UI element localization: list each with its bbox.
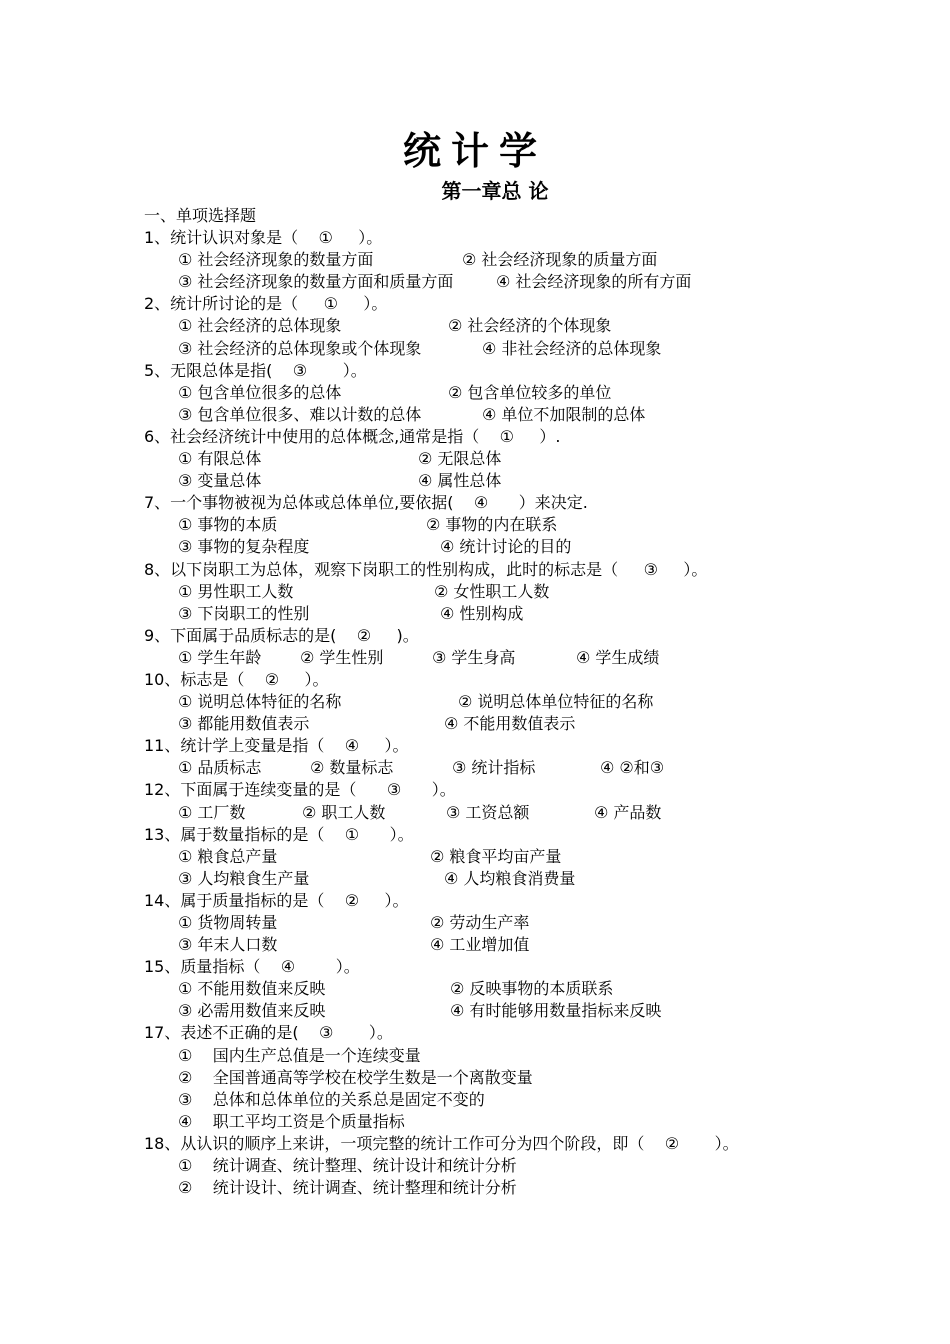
option: ④ 工业增加值	[430, 935, 530, 955]
option: ③ 总体和总体单位的关系总是固定不变的	[178, 1089, 485, 1109]
option: ④ 人均粮食消费量	[444, 868, 576, 888]
option: ② 学生性别	[300, 647, 384, 667]
question-stem: 5、无限总体是指( ③ ）。	[144, 360, 367, 380]
option-row	[144, 514, 924, 536]
option: ④ 有时能够用数量指标来反映	[450, 1001, 662, 1021]
option-row	[144, 691, 924, 713]
option: ④ 学生成绩	[576, 647, 660, 667]
option: ① 学生年龄	[178, 647, 262, 667]
page-title: 统计学	[402, 129, 547, 173]
option-row	[144, 713, 924, 735]
option-row	[144, 448, 924, 470]
option: ① 社会经济的总体现象	[178, 316, 342, 336]
option: ③ 社会经济的总体现象或个体现象	[178, 338, 422, 358]
option: ② 无限总体	[418, 449, 502, 469]
option-row	[144, 404, 924, 426]
option-row	[144, 271, 924, 293]
option-row	[144, 868, 924, 890]
chapter-title: 第一章总 论	[441, 179, 549, 203]
option: ② 职工人数	[302, 802, 386, 822]
question-stem: 7、一个事物被视为总体或总体单位,要依据( ④ ）来决定.	[144, 493, 588, 513]
option: ④ 社会经济现象的所有方面	[496, 272, 692, 292]
option: ③ 学生身高	[432, 647, 516, 667]
option: ② 反映事物的本质联系	[450, 979, 614, 999]
option-row	[144, 1067, 924, 1089]
section-heading: 一、单项选择题	[144, 206, 257, 225]
option: ③ 下岗职工的性别	[178, 603, 310, 623]
option: ③ 变量总体	[178, 471, 262, 491]
option-row	[144, 315, 924, 337]
option-row	[144, 470, 924, 492]
question-stem: 12、下面属于连续变量的是（ ③ ）。	[144, 780, 456, 800]
option: ④ ②和③	[600, 758, 665, 778]
option: ① 国内生产总值是一个连续变量	[178, 1045, 421, 1065]
option: ④ 属性总体	[418, 471, 502, 491]
option: ② 社会经济的个体现象	[448, 316, 612, 336]
question-stem: 8、以下岗职工为总体，观察下岗职工的性别构成，此时的标志是（ ③ ）。	[144, 559, 708, 579]
option: ① 社会经济现象的数量方面	[178, 250, 374, 270]
question-stem: 9、下面属于品质标志的是( ② )。	[144, 625, 419, 645]
option: ① 说明总体特征的名称	[178, 692, 342, 712]
option: ② 统计设计、统计调查、统计整理和统计分析	[178, 1178, 517, 1198]
question-stem: 15、质量指标（ ④ ）。	[144, 957, 360, 977]
option-row	[144, 1045, 924, 1067]
option: ① 包含单位很多的总体	[178, 382, 342, 402]
option: ① 粮食总产量	[178, 846, 278, 866]
option: ① 有限总体	[178, 449, 262, 469]
question-stem: 1、统计认识对象是（ ① ）。	[144, 228, 383, 248]
question-stem: 2、统计所讨论的是（ ① ）。	[144, 294, 388, 314]
option-row	[144, 802, 924, 824]
question-list	[144, 205, 924, 1199]
question-stem: 14、属于质量指标的是（ ② ）。	[144, 890, 409, 910]
option-row	[144, 846, 924, 868]
option: ② 社会经济现象的质量方面	[462, 250, 658, 270]
option-row	[144, 1111, 924, 1133]
option: ① 工厂数	[178, 802, 246, 822]
option: ④ 职工平均工资是个质量指标	[178, 1111, 405, 1131]
option-row	[144, 1089, 924, 1111]
option: ③ 人均粮食生产量	[178, 868, 310, 888]
option-row	[144, 1155, 924, 1177]
question-stem: 6、社会经济统计中使用的总体概念,通常是指（ ① ）.	[144, 426, 561, 446]
option-row	[144, 1000, 924, 1022]
option: ① 货物周转量	[178, 913, 278, 932]
question-stem: 18、从认识的顺序上来讲，一项完整的统计工作可分为四个阶段，即（ ② ）。	[144, 1133, 739, 1153]
option: ③ 年末人口数	[178, 935, 278, 955]
question-stem: 17、表述不正确的是( ③ ）。	[144, 1023, 393, 1043]
option: ③ 都能用数值表示	[178, 714, 310, 734]
option: ① 不能用数值来反映	[178, 979, 326, 999]
option: ② 劳动生产率	[430, 913, 530, 932]
question-stem: 10、标志是（ ② ）。	[144, 669, 329, 689]
option: ② 全国普通高等学校在校学生数是一个离散变量	[178, 1067, 533, 1087]
option: ④ 产品数	[594, 802, 662, 822]
option: ③ 必需用数值来反映	[178, 1001, 326, 1021]
option: ② 女性职工人数	[434, 581, 550, 601]
option: ① 男性职工人数	[178, 581, 294, 601]
option-row	[144, 382, 924, 404]
option-row	[144, 536, 924, 558]
option: ④ 不能用数值表示	[444, 714, 576, 734]
option-row	[144, 1177, 924, 1199]
option: ① 事物的本质	[178, 515, 278, 535]
question-stem: 13、属于数量指标的是（ ① ）。	[144, 824, 414, 844]
option-row	[144, 934, 924, 956]
option-row	[144, 603, 924, 625]
option: ② 说明总体单位特征的名称	[458, 692, 654, 712]
option-row	[144, 757, 924, 779]
option-row	[144, 978, 924, 1000]
option: ③ 统计指标	[452, 758, 536, 778]
option-row	[144, 338, 924, 360]
option: ④ 性别构成	[440, 603, 524, 623]
option: ③ 事物的复杂程度	[178, 537, 310, 557]
option: ② 数量标志	[310, 758, 394, 778]
option: ④ 统计讨论的目的	[440, 537, 572, 557]
option: ③ 社会经济现象的数量方面和质量方面	[178, 272, 454, 292]
option: ④ 单位不加限制的总体	[482, 404, 646, 424]
option-row	[144, 581, 924, 603]
option-row	[144, 249, 924, 271]
option: ③ 包含单位很多、难以计数的总体	[178, 404, 422, 424]
option: ② 事物的内在联系	[426, 515, 558, 535]
option-row	[144, 912, 924, 934]
option: ④ 非社会经济的总体现象	[482, 338, 662, 358]
option: ② 包含单位较多的单位	[448, 382, 612, 402]
option: ① 统计调查、统计整理、统计设计和统计分析	[178, 1156, 517, 1176]
question-stem: 11、统计学上变量是指（ ④ ）。	[144, 736, 409, 756]
option: ③ 工资总额	[446, 802, 530, 822]
option: ① 品质标志	[178, 758, 262, 778]
option: ② 粮食平均亩产量	[430, 846, 562, 866]
option-row	[144, 647, 924, 669]
